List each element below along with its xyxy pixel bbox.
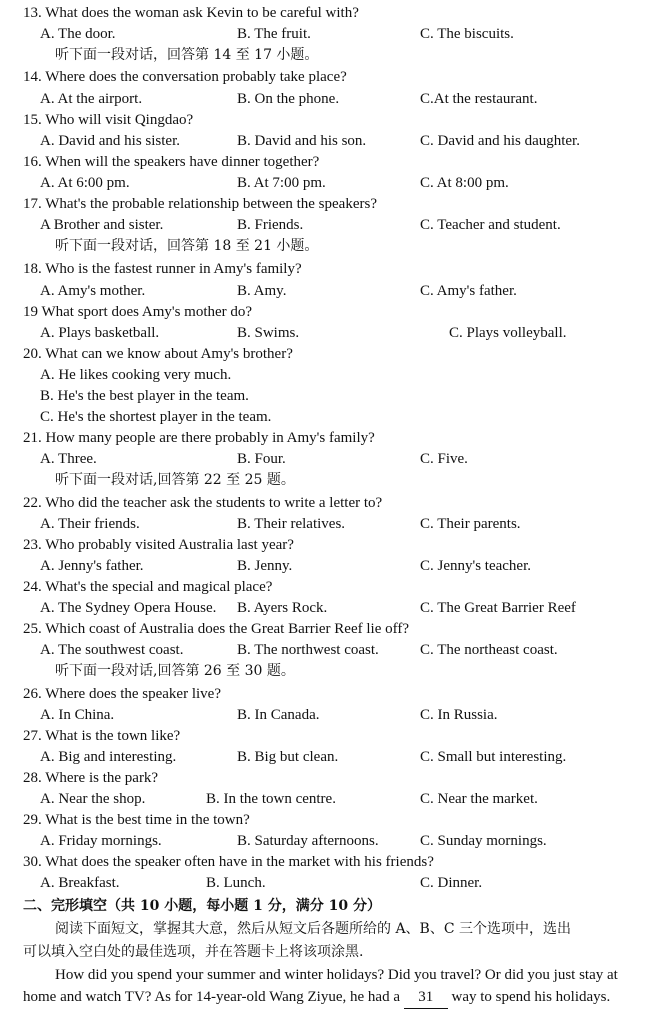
section-heading: 二、完形填空（共 10 小题，每小题 1 分，满分 10 分）	[23, 898, 381, 914]
option-19-a[interactable]: A. Plays basketball.	[40, 325, 160, 341]
option-26-a[interactable]: A. In China.	[40, 707, 115, 723]
option-14-b[interactable]: B. On the phone.	[237, 91, 340, 107]
instruction-26-30: 听下面一段对话,回答第 26 至 30 题。	[55, 663, 295, 679]
option-19-b[interactable]: B. Swims.	[237, 325, 300, 341]
option-27-a[interactable]: A. Big and interesting.	[40, 749, 177, 765]
question-13: 13. What does the woman ask Kevin to be careful with?	[23, 5, 359, 21]
instruction-22-25: 听下面一段对话,回答第 22 至 25 题。	[55, 472, 295, 488]
option-29-b[interactable]: B. Saturday afternoons.	[237, 833, 379, 849]
question-25: 25. Which coast of Australia does the Great Barrier Reef lie off?	[23, 621, 409, 637]
option-14-a[interactable]: A. At the airport.	[40, 91, 143, 107]
question-27: 27. What is the town like?	[23, 728, 181, 744]
option-18-b[interactable]: B. Amy.	[237, 283, 287, 299]
option-24-b[interactable]: B. Ayers Rock.	[237, 600, 328, 616]
question-20: 20. What can we know about Amy's brother?	[23, 346, 293, 362]
option-17-c[interactable]: C. Teacher and student.	[420, 217, 561, 233]
option-13-b[interactable]: B. The fruit.	[237, 26, 311, 42]
option-20-b[interactable]: B. He's the best player in the team.	[40, 388, 249, 404]
question-14: 14. Where does the conversation probably take place?	[23, 69, 347, 85]
option-22-a[interactable]: A. Their friends.	[40, 516, 140, 532]
option-29-a[interactable]: A. Friday mornings.	[40, 833, 162, 849]
question-16: 16. When will the speakers have dinner together?	[23, 154, 320, 170]
option-15-c[interactable]: C. David and his daughter.	[420, 133, 580, 149]
option-13-a[interactable]: A. The door.	[40, 26, 116, 42]
passage-line-1: How did you spend your summer and winter holidays? Did you travel? Or did you just stay at	[55, 967, 618, 983]
passage-line-2	[23, 987, 610, 1008]
option-25-a[interactable]: A. The southwest coast.	[40, 642, 184, 658]
option-25-b[interactable]: B. The northwest coast.	[237, 642, 379, 658]
option-20-c[interactable]: C. He's the shortest player in the team.	[40, 409, 272, 425]
option-16-b[interactable]: B. At 7:00 pm.	[237, 175, 326, 191]
option-14-c[interactable]: C.At the restaurant.	[420, 91, 538, 107]
option-23-a[interactable]: A. Jenny's father.	[40, 558, 144, 574]
option-24-c[interactable]: C. The Great Barrier Reef	[420, 600, 576, 616]
question-15: 15. Who will visit Qingdao?	[23, 112, 194, 128]
option-17-b[interactable]: B. Friends.	[237, 217, 304, 233]
directions-line-1: 阅读下面短文，掌握其大意，然后从短文后各题所给的 A、B、C 三个选项中，选出	[55, 921, 572, 937]
question-21: 21. How many people are there probably in Amy's family?	[23, 430, 375, 446]
option-30-b[interactable]: B. Lunch.	[206, 875, 266, 891]
option-22-c[interactable]: C. Their parents.	[420, 516, 521, 532]
option-27-c[interactable]: C. Small but interesting.	[420, 749, 567, 765]
blank-31[interactable]: 31	[404, 987, 448, 1009]
option-16-c[interactable]: C. At 8:00 pm.	[420, 175, 509, 191]
option-28-b[interactable]: B. In the town centre.	[206, 791, 336, 807]
option-22-b[interactable]: B. Their relatives.	[237, 516, 346, 532]
option-15-b[interactable]: B. David and his son.	[237, 133, 367, 149]
option-21-a[interactable]: A. Three.	[40, 451, 97, 467]
passage-line-2-start: home and watch TV? As for 14-year-old Wang Ziyue, he had a	[23, 989, 400, 1005]
question-24: 24. What's the special and magical place?	[23, 579, 273, 595]
option-30-a[interactable]: A. Breakfast.	[40, 875, 120, 891]
option-24-a[interactable]: A. The Sydney Opera House.	[40, 600, 217, 616]
directions-line-2: 可以填入空白处的最佳选项，并在答题卡上将该项涂黑.	[23, 944, 364, 960]
question-17: 17. What's the probable relationship between the speakers?	[23, 196, 377, 212]
option-21-c[interactable]: C. Five.	[420, 451, 468, 467]
question-28: 28. Where is the park?	[23, 770, 159, 786]
question-30: 30. What does the speaker often have in the market with his friends?	[23, 854, 434, 870]
option-16-a[interactable]: A. At 6:00 pm.	[40, 175, 130, 191]
option-20-a[interactable]: A. He likes cooking very much.	[40, 367, 232, 383]
option-30-c[interactable]: C. Dinner.	[420, 875, 483, 891]
question-23: 23. Who probably visited Australia last year?	[23, 537, 294, 553]
option-23-c[interactable]: C. Jenny's teacher.	[420, 558, 532, 574]
option-26-c[interactable]: C. In Russia.	[420, 707, 498, 723]
option-27-b[interactable]: B. Big but clean.	[237, 749, 339, 765]
option-13-c[interactable]: C. The biscuits.	[420, 26, 514, 42]
question-26: 26. Where does the speaker live?	[23, 686, 221, 702]
option-21-b[interactable]: B. Four.	[237, 451, 286, 467]
question-19: 19 What sport does Amy's mother do?	[23, 304, 253, 320]
option-15-a[interactable]: A. David and his sister.	[40, 133, 180, 149]
option-19-c[interactable]: C. Plays volleyball.	[449, 325, 567, 341]
option-17-a[interactable]: A Brother and sister.	[40, 217, 164, 233]
question-18: 18. Who is the fastest runner in Amy's family?	[23, 261, 302, 277]
instruction-18-21: 听下面一段对话，回答第 18 至 21 小题。	[55, 238, 319, 254]
question-29: 29. What is the best time in the town?	[23, 812, 250, 828]
passage-line-2-end: way to spend his holidays.	[451, 989, 611, 1005]
option-28-a[interactable]: A. Near the shop.	[40, 791, 146, 807]
option-18-c[interactable]: C. Amy's father.	[420, 283, 517, 299]
question-22: 22. Who did the teacher ask the students to write a letter to?	[23, 495, 383, 511]
instruction-14-17: 听下面一段对话，回答第 14 至 17 小题。	[55, 47, 319, 63]
option-26-b[interactable]: B. In Canada.	[237, 707, 320, 723]
option-29-c[interactable]: C. Sunday mornings.	[420, 833, 547, 849]
option-18-a[interactable]: A. Amy's mother.	[40, 283, 146, 299]
option-28-c[interactable]: C. Near the market.	[420, 791, 538, 807]
option-25-c[interactable]: C. The northeast coast.	[420, 642, 558, 658]
option-23-b[interactable]: B. Jenny.	[237, 558, 293, 574]
